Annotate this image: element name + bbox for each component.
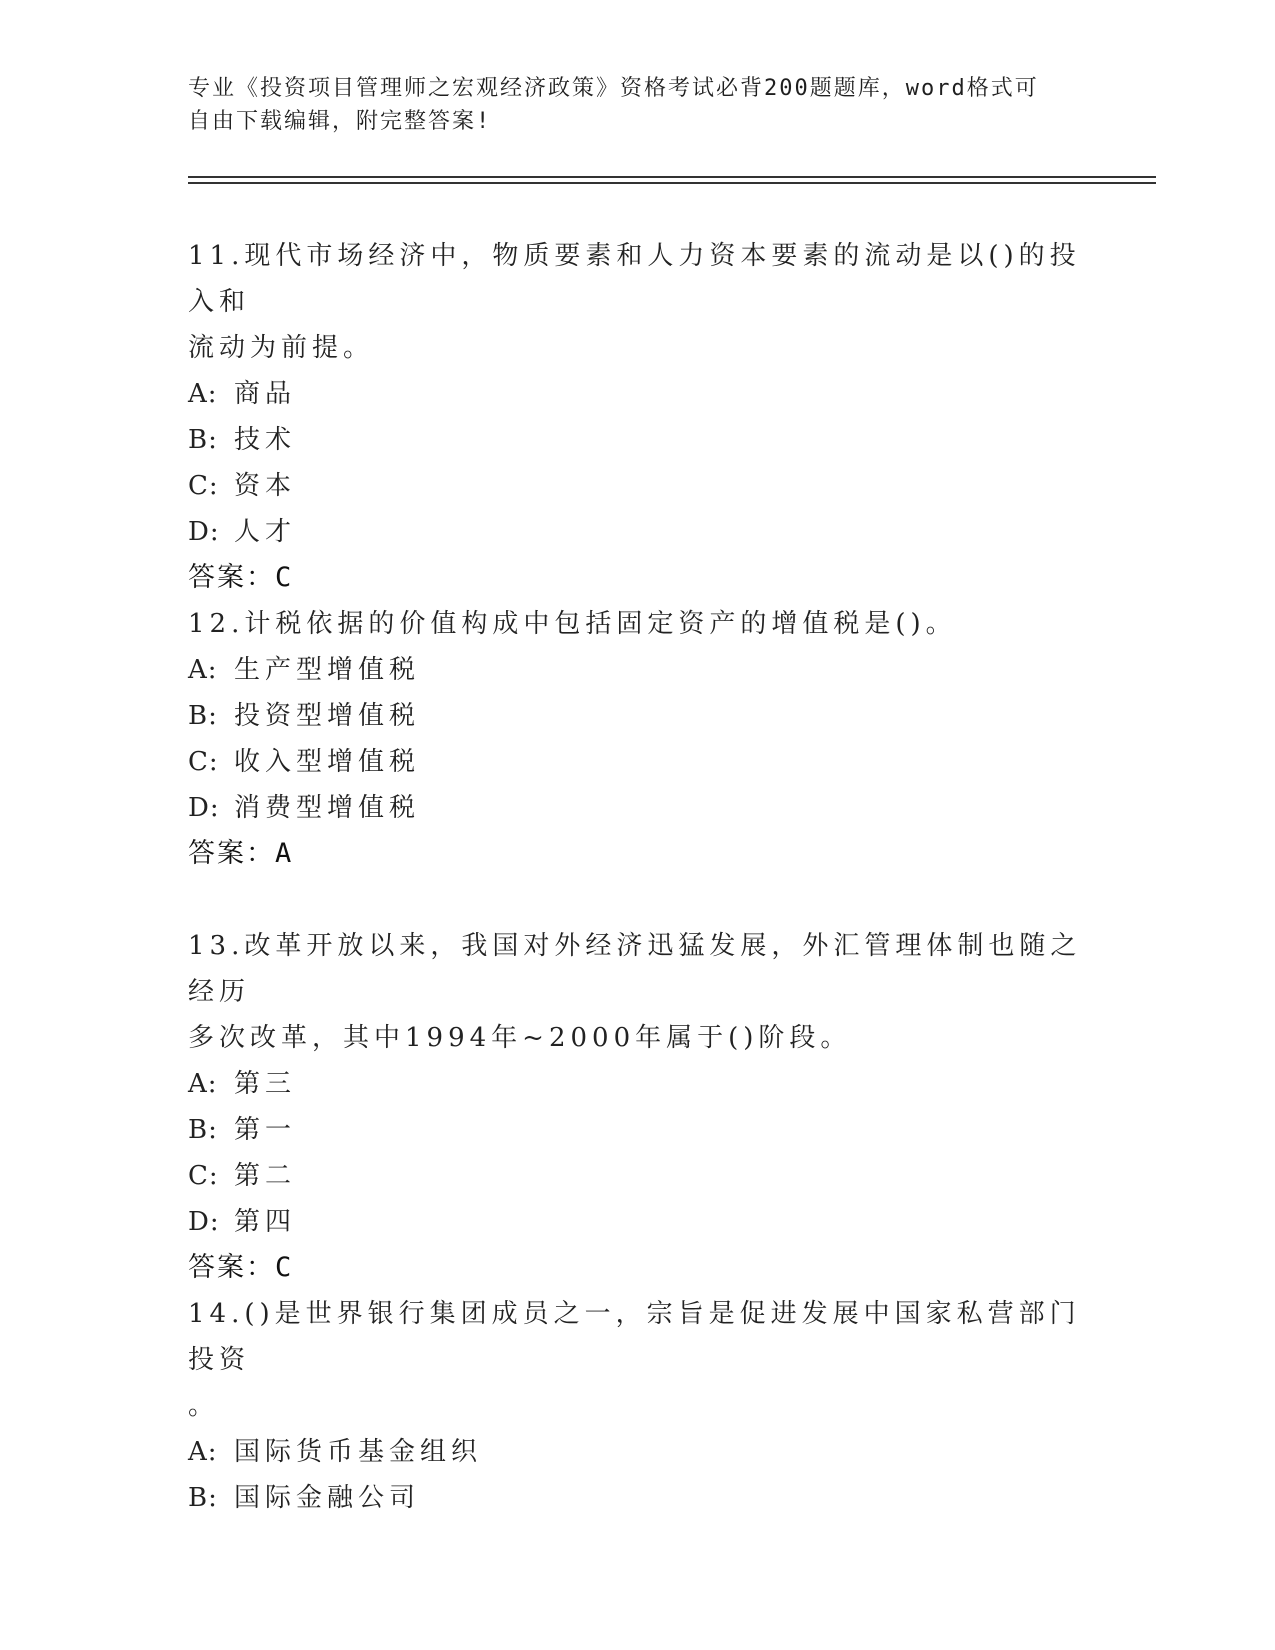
option-letter: B: xyxy=(188,1115,218,1145)
option-text: 国际金融公司 xyxy=(234,1483,421,1513)
option-text: 消费型增值税 xyxy=(234,793,421,823)
option-letter: A: xyxy=(188,655,218,685)
question-stem-line: 13.改革开放以来，我国对外经济迅猛发展，外汇管理体制也随之经历 xyxy=(188,931,1082,1007)
option-d xyxy=(188,1199,1088,1245)
option-c xyxy=(188,463,1088,509)
option-letter: A: xyxy=(188,1069,218,1099)
question-11 xyxy=(188,233,1088,601)
header-divider-top xyxy=(188,176,1156,178)
option-letter: D: xyxy=(188,517,220,547)
option-c xyxy=(188,1153,1088,1199)
question-stem-line: 14.()是世界银行集团成员之一，宗旨是促进发展中国家私营部门投资 xyxy=(188,1299,1081,1375)
option-text: 收入型增值税 xyxy=(234,747,421,777)
option-c xyxy=(188,739,1088,785)
option-letter: B: xyxy=(188,1483,218,1513)
option-b xyxy=(188,417,1088,463)
option-text: 资本 xyxy=(234,471,297,501)
option-letter: A: xyxy=(188,1437,218,1467)
option-text: 第四 xyxy=(234,1207,297,1237)
option-a xyxy=(188,1429,1088,1475)
option-text: 第二 xyxy=(234,1161,297,1191)
option-b xyxy=(188,1107,1088,1153)
answer-line: 答案：A xyxy=(188,838,294,869)
option-letter: B: xyxy=(188,701,218,731)
answer-line: 答案：C xyxy=(188,1252,294,1283)
option-letter: B: xyxy=(188,425,218,455)
question-stem-line: 12.计税依据的价值构成中包括固定资产的增值税是()。 xyxy=(188,609,957,639)
option-letter: C: xyxy=(188,471,219,501)
header-line-1: 专业《投资项目管理师之宏观经济政策》资格考试必背200题题库，word格式可 xyxy=(188,76,1039,101)
header-line-2: 自由下载编辑，附完整答案! xyxy=(188,109,492,134)
option-a xyxy=(188,1061,1088,1107)
option-text: 第一 xyxy=(234,1115,297,1145)
option-b xyxy=(188,693,1088,739)
option-letter: C: xyxy=(188,747,219,777)
option-text: 商品 xyxy=(234,379,297,409)
question-stem-line: 流动为前提。 xyxy=(188,333,375,363)
question-13 xyxy=(188,923,1088,1291)
option-text: 投资型增值税 xyxy=(234,701,421,731)
option-d xyxy=(188,509,1088,555)
option-text: 第三 xyxy=(234,1069,297,1099)
header-divider-bottom xyxy=(188,182,1156,184)
question-12 xyxy=(188,601,1088,877)
answer-line: 答案：C xyxy=(188,562,294,593)
option-text: 生产型增值税 xyxy=(234,655,421,685)
question-14 xyxy=(188,1291,1088,1521)
option-a xyxy=(188,647,1088,693)
document-header xyxy=(188,72,1068,138)
question-stem-line: 多次改革，其中1994年~2000年属于()阶段。 xyxy=(188,1023,852,1053)
option-d xyxy=(188,785,1088,831)
option-text: 技术 xyxy=(234,425,297,455)
option-text: 人才 xyxy=(234,517,297,547)
option-letter: D: xyxy=(188,793,220,823)
option-letter: D: xyxy=(188,1207,220,1237)
option-letter: A: xyxy=(188,379,218,409)
option-b xyxy=(188,1475,1088,1521)
option-letter: C: xyxy=(188,1161,219,1191)
option-a xyxy=(188,371,1088,417)
question-stem-line: 11.现代市场经济中，物质要素和人力资本要素的流动是以()的投入和 xyxy=(188,241,1081,317)
option-text: 国际货币基金组织 xyxy=(234,1437,483,1467)
question-stem-line: 。 xyxy=(188,1391,220,1421)
